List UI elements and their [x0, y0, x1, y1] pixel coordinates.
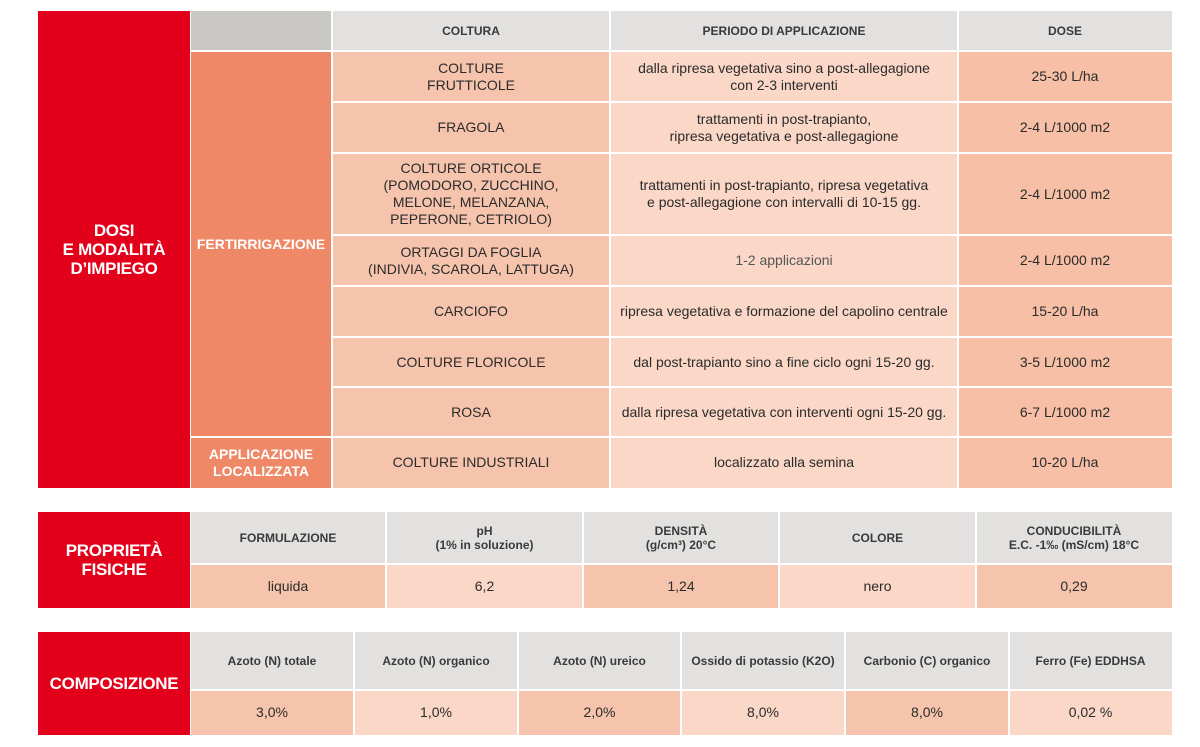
coltura-line: ORTAGGI DA FOGLIA — [400, 243, 542, 260]
grid-divider — [190, 50, 1172, 52]
proprieta-header-line: (g/cm³) 20°C — [645, 538, 717, 552]
grid-divider — [609, 11, 611, 488]
composizione-header: Ossido di potassio (K2O) — [681, 632, 845, 690]
periodo-cell: ripresa vegetativa e formazione del capolino centrale — [610, 286, 958, 337]
group-fertirrigazione: FERTIRRIGAZIONE — [190, 51, 332, 437]
grid-divider — [1008, 632, 1010, 735]
grid-divider — [680, 632, 682, 735]
grid-divider — [332, 386, 1172, 388]
composizione-header: Azoto (N) ureico — [518, 632, 681, 690]
coltura-cell: COLTURE INDUSTRIALI — [332, 437, 610, 488]
header-dose: DOSE — [958, 11, 1172, 51]
coltura-line: COLTURE — [438, 59, 504, 76]
periodo-cell: 1-2 applicazioni — [610, 235, 958, 286]
dosi-title — [38, 11, 190, 488]
dose-cell: 2-4 L/1000 m2 — [958, 235, 1172, 286]
dosi-title-line: D’IMPIEGO — [70, 259, 158, 278]
grid-divider — [332, 234, 1172, 236]
coltura-line: PEPERONE, CETRIOLO) — [390, 211, 552, 227]
dose-cell: 2-4 L/1000 m2 — [958, 102, 1172, 153]
grid-divider — [332, 336, 1172, 338]
dose-cell: 25-30 L/ha — [958, 51, 1172, 102]
periodo-line: con 2-3 interventi — [730, 76, 838, 93]
grid-divider — [582, 512, 584, 608]
coltura-line: (POMODORO, ZUCCHINO, — [383, 177, 559, 193]
periodo-cell: localizzato alla semina — [610, 437, 958, 488]
composizione-value: 2,0% — [518, 690, 681, 735]
periodo-cell: dal post-trapianto sino a fine ciclo ogni 15-20 gg. — [610, 337, 958, 387]
proprieta-value: liquida — [190, 564, 386, 608]
periodo-line: e post-allegagione con intervalli di 10-15 gg. — [647, 194, 921, 210]
grid-divider — [190, 563, 1172, 565]
grid-divider — [353, 632, 355, 735]
composizione-value: 8,0% — [845, 690, 1009, 735]
coltura-cell: ROSA — [332, 387, 610, 437]
coltura-cell: CARCIOFO — [332, 286, 610, 337]
group-label-line: LOCALIZZATA — [213, 462, 309, 479]
proprieta-header-line: pH — [476, 524, 493, 538]
coltura-cell: FRAGOLA — [332, 102, 610, 153]
dose-cell: 6-7 L/1000 m2 — [958, 387, 1172, 437]
proprieta-header-line: CONDUCIBILITÀ — [1026, 524, 1122, 538]
header-empty-cell — [190, 11, 332, 51]
coltura-line: FRUTTICOLE — [427, 76, 515, 93]
proprieta-value: nero — [779, 564, 976, 608]
coltura-line: COLTURE ORTICOLE — [400, 160, 542, 176]
dose-cell: 2-4 L/1000 m2 — [958, 153, 1172, 235]
composizione-title: COMPOSIZIONE — [38, 632, 190, 735]
dosi-title-line: E MODALITÀ — [62, 240, 166, 259]
grid-divider — [190, 436, 1172, 438]
proprieta-header — [583, 512, 779, 564]
grid-divider — [332, 101, 1172, 103]
composizione-header: Ferro (Fe) EDDHSA — [1009, 632, 1172, 690]
grid-divider — [332, 152, 1172, 154]
periodo-line: dalla ripresa vegetativa sino a post-allegagione — [638, 59, 930, 76]
proprieta-header-line: DENSITÀ — [654, 524, 708, 538]
composizione-value: 1,0% — [354, 690, 518, 735]
coltura-cell — [332, 235, 610, 286]
periodo-line: trattamenti in post-trapianto, ripresa vegetativa — [639, 177, 929, 193]
coltura-cell — [332, 153, 610, 235]
proprieta-header: FORMULAZIONE — [190, 512, 386, 564]
grid-divider — [844, 632, 846, 735]
proprieta-value: 1,24 — [583, 564, 779, 608]
proprieta-value: 0,29 — [976, 564, 1172, 608]
proprieta-header-line: E.C. -1‰ (mS/cm) 18°C — [1008, 538, 1140, 552]
proprieta-value: 6,2 — [386, 564, 583, 608]
grid-divider — [190, 632, 191, 735]
grid-divider — [385, 512, 387, 608]
coltura-cell — [332, 51, 610, 102]
proprieta-title — [38, 512, 190, 608]
grid-divider — [778, 512, 780, 608]
group-applicazione-localizzata — [190, 437, 332, 488]
coltura-line: MELONE, MELANZANA, — [392, 194, 550, 210]
proprieta-header — [386, 512, 583, 564]
grid-divider — [975, 512, 977, 608]
proprieta-title-line: FISICHE — [81, 560, 147, 579]
periodo-line: trattamenti in post-trapianto, — [696, 110, 872, 127]
periodo-cell — [610, 153, 958, 235]
composizione-value: 8,0% — [681, 690, 845, 735]
dose-cell: 10-20 L/ha — [958, 437, 1172, 488]
header-coltura: COLTURA — [332, 11, 610, 51]
grid-divider — [957, 11, 959, 488]
dose-cell: 3-5 L/1000 m2 — [958, 337, 1172, 387]
composizione-header: Azoto (N) organico — [354, 632, 518, 690]
proprieta-header-line: (1% in soluzione) — [435, 538, 534, 552]
composizione-value: 0,02 % — [1009, 690, 1172, 735]
proprieta-header: COLORE — [779, 512, 976, 564]
coltura-line: (INDIVIA, SCAROLA, LATTUGA) — [368, 260, 574, 277]
grid-divider — [332, 285, 1172, 287]
composizione-value: 3,0% — [190, 690, 354, 735]
dose-cell: 15-20 L/ha — [958, 286, 1172, 337]
dosi-title-line: DOSI — [93, 221, 135, 240]
composizione-header: Carbonio (C) organico — [845, 632, 1009, 690]
composizione-header: Azoto (N) totale — [190, 632, 354, 690]
group-label-line: APPLICAZIONE — [208, 445, 314, 462]
proprieta-title-line: PROPRIETÀ — [65, 541, 163, 560]
grid-divider — [190, 689, 1172, 691]
periodo-cell: dalla ripresa vegetativa con interventi ogni 15-20 gg. — [610, 387, 958, 437]
periodo-cell — [610, 102, 958, 153]
periodo-line: ripresa vegetativa e post-allegagione — [669, 127, 899, 144]
header-periodo: PERIODO DI APPLICAZIONE — [610, 11, 958, 51]
proprieta-header — [976, 512, 1172, 564]
periodo-cell — [610, 51, 958, 102]
grid-divider — [190, 512, 191, 608]
grid-divider — [517, 632, 519, 735]
grid-divider — [190, 11, 191, 488]
grid-divider — [331, 11, 333, 488]
coltura-cell: COLTURE FLORICOLE — [332, 337, 610, 387]
